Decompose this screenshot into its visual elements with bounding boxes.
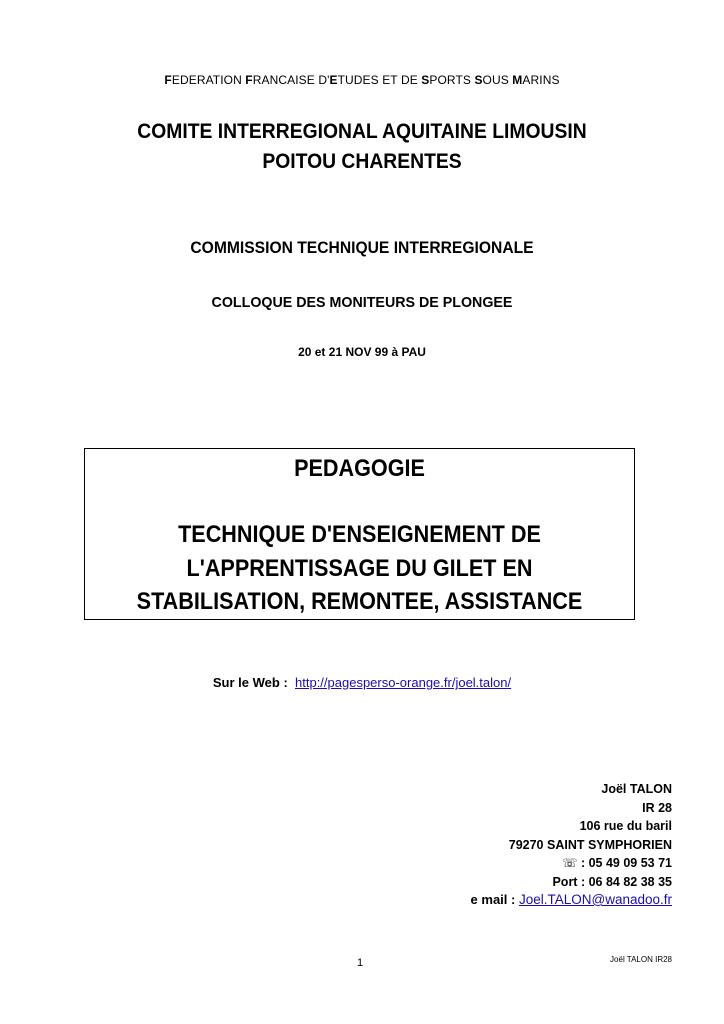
box-title: PEDAGOGIE [294, 455, 425, 482]
federation-initial: F [164, 73, 172, 87]
title-box [84, 448, 635, 620]
author-street: 106 rue du baril [579, 819, 672, 833]
box-subtitle-line3: STABILISATION, REMONTEE, ASSISTANCE [136, 588, 583, 615]
comite-title-line2: POITOU CHARENTES [262, 150, 462, 173]
web-label: Sur le Web : [212, 675, 288, 690]
federation-header [0, 73, 724, 87]
comite-title-line1: COMITE INTERREGIONAL AQUITAINE LIMOUSIN [137, 120, 587, 143]
footer-author: Joël TALON IR28 [610, 955, 672, 964]
web-link[interactable]: http://pagesperso-orange.fr/joel.talon/ [295, 675, 512, 690]
commission-title: COMMISSION TECHNIQUE INTERREGIONALE [190, 238, 534, 257]
event-date: 20 et 21 NOV 99 à PAU [298, 345, 426, 359]
phone-icon: ☏ [561, 856, 578, 870]
author-email [471, 891, 672, 910]
federation-initial: F [245, 73, 253, 87]
author-ir: IR 28 [642, 800, 672, 815]
author-port: Port : 06 84 82 38 35 [552, 874, 672, 889]
federation-word: OUS [482, 73, 513, 87]
phone-number: : 05 49 09 53 71 [577, 856, 672, 870]
box-subtitle-line1: TECHNIQUE D'ENSEIGNEMENT DE [178, 521, 541, 548]
federation-initial: S [474, 73, 483, 87]
email-label: e mail : [470, 892, 519, 907]
author-name: Joël TALON [601, 782, 672, 796]
federation-initial: M [512, 73, 523, 87]
federation-word: ARINS [522, 73, 560, 87]
federation-word: EDERATION [171, 73, 246, 87]
colloque-title: COLLOQUE DES MONITEURS DE PLONGEE [211, 294, 513, 311]
box-subtitle-line2: L'APPRENTISSAGE DU GILET EN [186, 555, 533, 582]
web-line [0, 675, 724, 690]
author-address [471, 780, 672, 910]
federation-initial: S [421, 73, 430, 87]
federation-word: RANCAISE D' [252, 73, 330, 87]
email-link[interactable]: Joel.TALON@wanadoo.fr [518, 892, 672, 907]
page-number: 1 [357, 957, 364, 969]
federation-word: PORTS [429, 73, 475, 87]
federation-word: TUDES ET DE [337, 73, 422, 87]
federation-initial: E [329, 73, 338, 87]
author-city: 79270 SAINT SYMPHORIEN [508, 837, 672, 852]
author-phone [471, 854, 672, 873]
